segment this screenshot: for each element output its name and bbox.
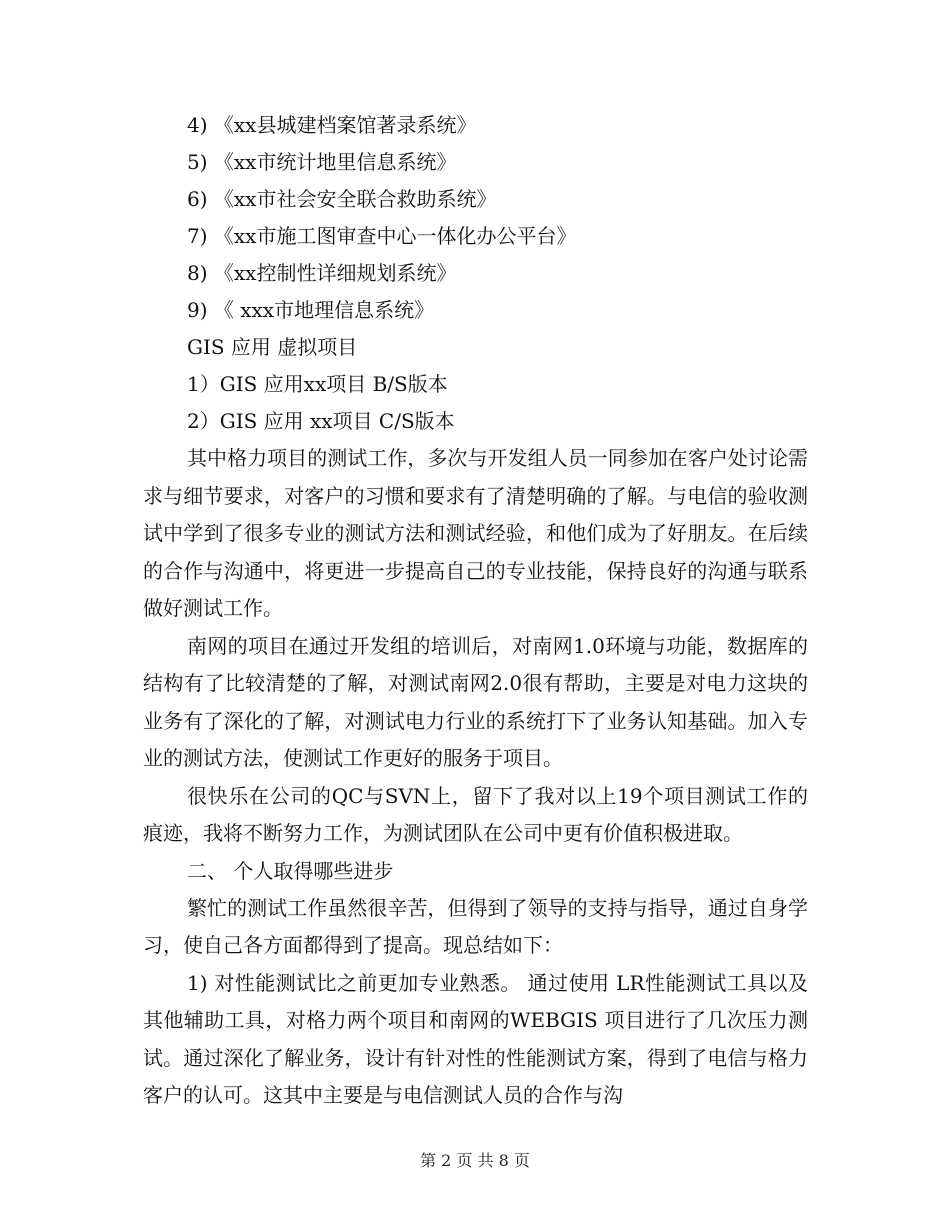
paragraph-qc-svn: 很快乐在公司的QC与SVN上，留下了我对以上19个项目测试工作的痕迹，我将不断努力工作，为测试团队在公司中更有价值积极进取。 — [143, 783, 808, 845]
gis-heading: GIS 应用 虚拟项目 — [187, 335, 358, 359]
list-item: 4) 《xx县城建档案馆著录系统》 — [187, 113, 477, 137]
paragraph-southern-grid: 南网的项目在通过开发组的培训后，对南网1.0环境与功能，数据库的结构有了比较清楚的了解，对测试南网2.0很有帮助，主要是对电力这块的业务有了深化的了解，对测试电力行业的系统打下了业务认知基础。加入专业的测试方法，使测试工作更好的服务于项目。 — [143, 633, 808, 770]
paragraph-gree-project: 其中格力项目的测试工作，多次与开发组人员一同参加在客户处讨论需求与细节要求，对客户的习惯和要求有了清楚明确的了解。与电信的验收测试中学到了很多专业的测试方法和测试经验，和他们成为了好朋友。在后续的合作与沟通中，将更进一步提高自己的专业技能，保持良好的沟通与联系做好测试工作。 — [143, 446, 808, 620]
list-item: 9) 《 xxx市地理信息系统》 — [187, 298, 435, 322]
list-item: 8) 《xx控制性详细规划系统》 — [187, 261, 457, 285]
list-item: 6) 《xx市社会安全联合救助系统》 — [187, 187, 497, 211]
page-number-footer: 第 2 页 共 8 页 — [420, 1151, 530, 1170]
document-body — [143, 107, 808, 1115]
list-item: 7) 《xx市施工图审查中心一体化办公平台》 — [187, 224, 577, 248]
paragraph-performance-testing: 1) 对性能测试比之前更加专业熟悉。 通过使用 LR性能测试工具以及其他辅助工具，对格力两个项目和南网的WEBGIS 项目进行了几次压力测试。通过深化了解业务，设计有针对性的性能测试方案，得到了电信与格力客户的认可。这其中主要是与电信测试人员的合作与沟 — [143, 970, 808, 1107]
gis-item: 1）GIS 应用xx项目 B/S版本 — [187, 372, 448, 396]
section-heading: 二、 个人取得哪些进步 — [187, 858, 394, 883]
list-item: 5) 《xx市统计地里信息系统》 — [187, 150, 457, 174]
gis-item: 2）GIS 应用 xx项目 C/S版本 — [187, 409, 455, 433]
paragraph-progress-intro: 繁忙的测试工作虽然很辛苦，但得到了领导的支持与指导，通过自身学习，使自己各方面都得到了提高。现总结如下： — [143, 895, 808, 957]
